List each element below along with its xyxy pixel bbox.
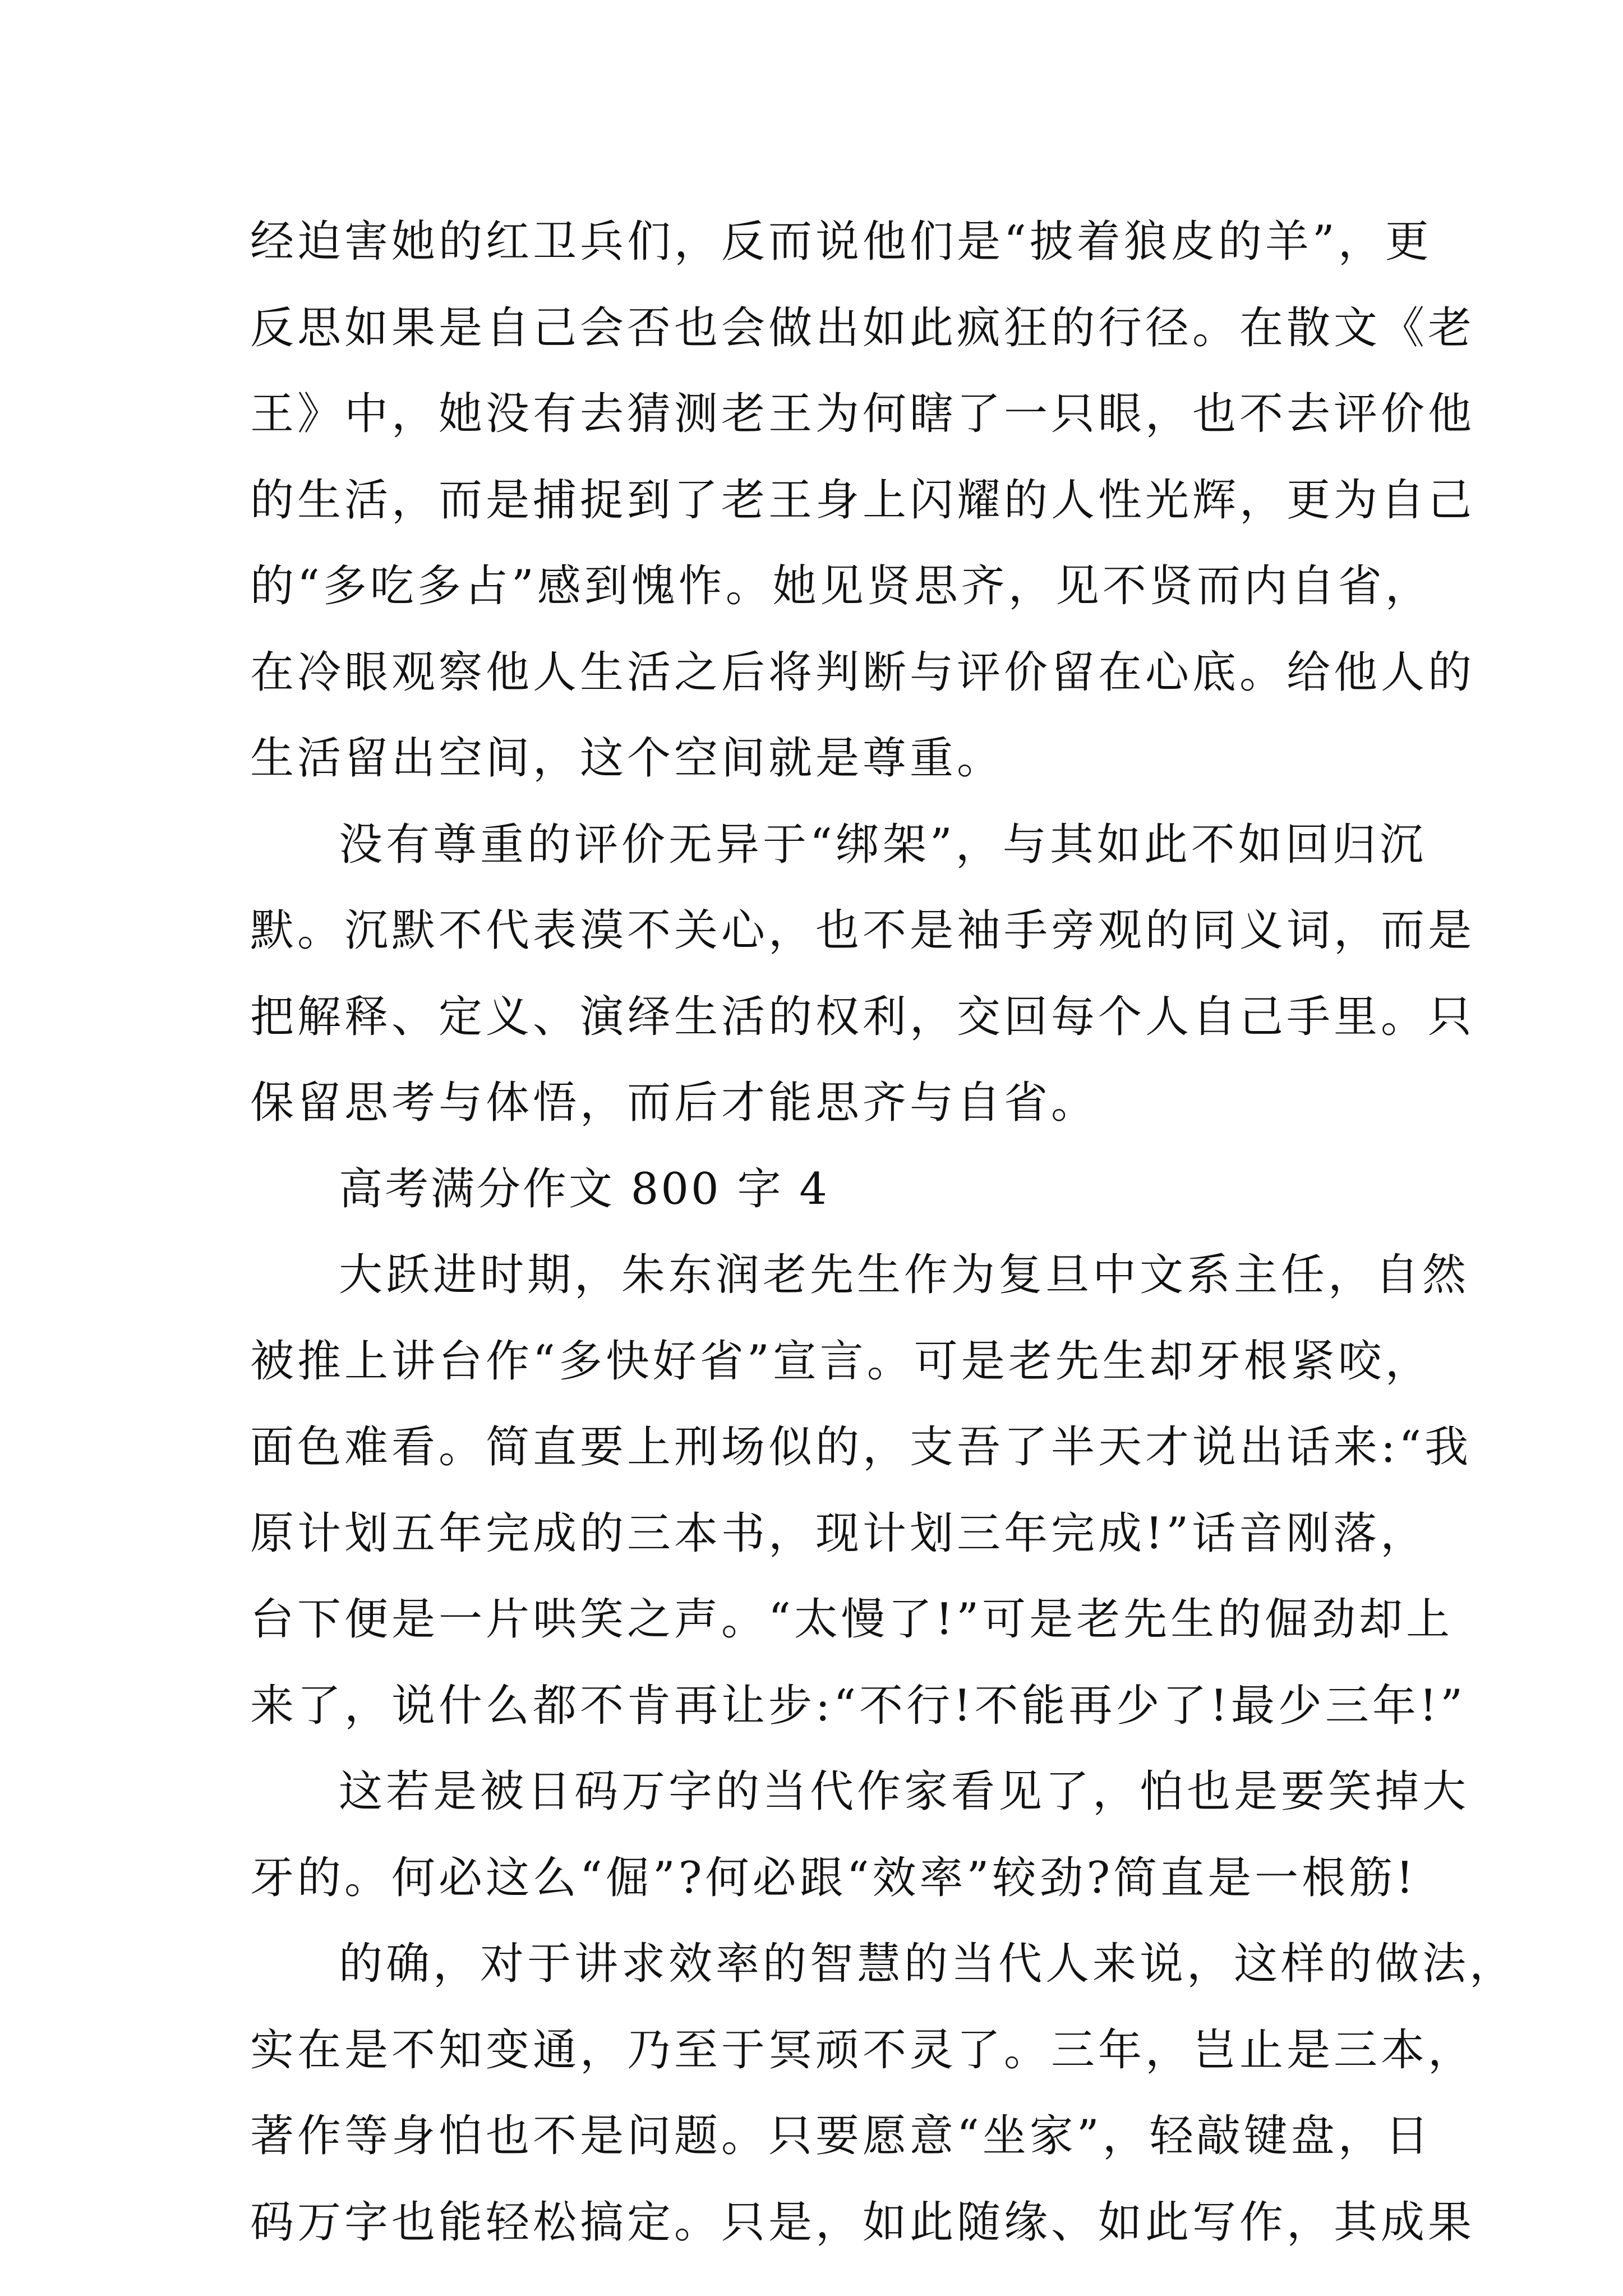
- section-heading: 高考满分作文 800 字 4: [339, 1163, 829, 1214]
- text-line: 默。沉默不代表漠不关心，也不是袖手旁观的同义词，而是: [250, 905, 1476, 956]
- text-line: 台下便是一片哄笑之声。“太慢了!”可是老先生的倔劲却上: [250, 1594, 1454, 1645]
- text-line: 面色难看。简直要上刑场似的，支吾了半天才说出话来:“我: [250, 1422, 1472, 1473]
- text-line: 码万字也能轻松搞定。只是，如此随缘、如此写作，其成果: [250, 2197, 1476, 2248]
- paragraph-first-line: 大跃进时期，朱东润老先生作为复旦中文系主任，自然: [339, 1250, 1470, 1300]
- text-line: 生活留出空间，这个空间就是尊重。: [250, 733, 1004, 784]
- text-line: 牙的。何必这么“倔”?何必跟“效率”较劲?简直是一根筋!: [250, 1852, 1417, 1903]
- text-line: 的生活，而是捕捉到了老王身上闪耀的人性光辉，更为自己: [250, 475, 1476, 526]
- text-line: 把解释、定义、演绎生活的权利，交回每个人自己手里。只: [250, 991, 1476, 1042]
- text-line: 原计划五年完成的三本书，现计划三年完成!”话音刚落，: [250, 1508, 1428, 1559]
- text-line: 经迫害她的红卫兵们，反而说他们是“披着狼皮的羊”，更: [250, 217, 1432, 267]
- paragraph-first-line: 这若是被日码万字的当代作家看见了，怕也是要笑掉大: [339, 1766, 1470, 1817]
- text-line: 反思如果是自己会否也会做出如此疯狂的行径。在散文《老: [250, 302, 1476, 353]
- text-line: 著作等身怕也不是问题。只要愿意“坐家”，轻敲键盘，日: [250, 2111, 1432, 2161]
- text-line: 的“多吃多占”感到愧怍。她见贤思齐，见不贤而内自省，: [250, 561, 1432, 611]
- text-line: 保留思考与体悟，而后才能思齐与自省。: [250, 1078, 1099, 1128]
- text-line: 王》中，她没有去猜测老王为何瞎了一只眼，也不去评价他: [250, 389, 1476, 439]
- paragraph-first-line: 没有尊重的评价无异于“绑架”，与其如此不如回归沉: [339, 819, 1427, 870]
- paragraph-first-line: 的确，对于讲求效率的智慧的当代人来说，这样的做法，: [339, 1939, 1517, 1989]
- text-line: 在冷眼观察他人生活之后将判断与评价留在心底。给他人的: [250, 647, 1476, 698]
- text-line: 被推上讲台作“多快好省”宣言。可是老先生却牙根紧咬，: [250, 1336, 1432, 1387]
- text-line: 来了，说什么都不肯再让步:“不行!不能再少了!最少三年!”: [250, 1680, 1467, 1731]
- text-line: 实在是不知变通，乃至于冥顽不灵了。三年，岂止是三本，: [250, 2024, 1476, 2076]
- essay-text-block: [250, 199, 1517, 2266]
